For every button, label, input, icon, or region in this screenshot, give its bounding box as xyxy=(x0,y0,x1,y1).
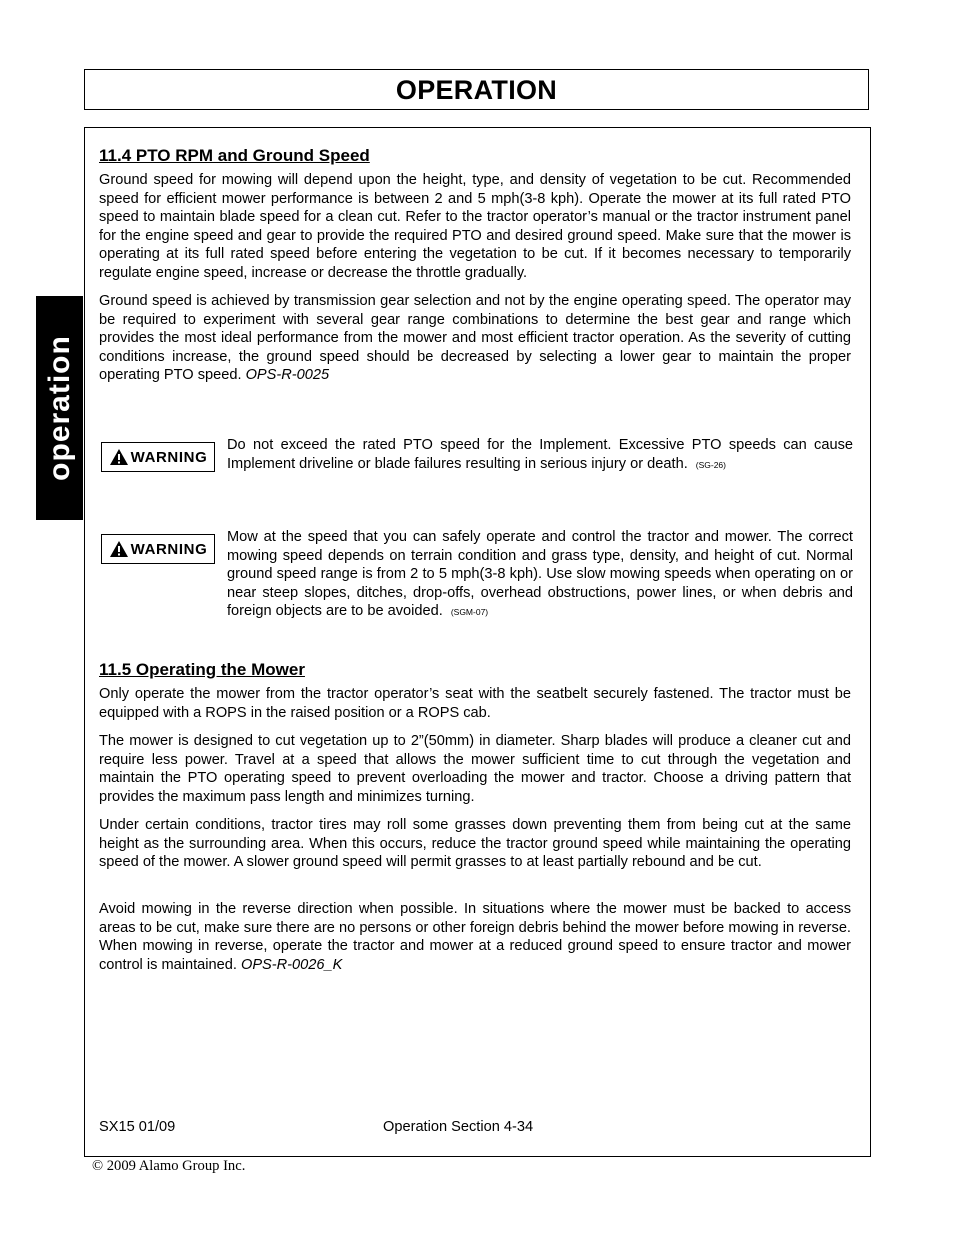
warning-code: (SG-26) xyxy=(695,459,726,470)
paragraph: The mower is designed to cut vegetation up to 2”(50mm) in diameter. Sharp blades will produce a cleaner cut and require less power. Travel at a speed that allows the mower sufficient time to cut through the vegetation and maintain the PTO operating speed to prevent overloading the mower and tractor. Choose a driving pattern that provides the maximum pass length and minimizes turning. xyxy=(99,733,851,805)
warning-label: WARNING xyxy=(130,540,208,558)
footer-model-date: SX15 01/09 xyxy=(99,1119,176,1135)
side-tab-label: operation xyxy=(42,335,76,481)
section-title-pto-rpm: 11.4 PTO RPM and Ground Speed xyxy=(99,146,370,165)
warning-text: Do not exceed the rated PTO speed for the Implement. Excessive PTO speeds can cause Implement driveline or blade failures resulting in serious injury or death. (SG-26) xyxy=(227,437,853,472)
paragraph: Ground speed for mowing will depend upon the height, type, and density of vegetation to be cut. Recommended speed for efficient mower performance is between 2 and 5 mph(3-8 kph). Operate the mower at its full rated PTO speed to maintain blade speed for a clean cut. Refer to the tractor operator’s manual or the tractor instrument panel for the engine speed and gear to provide the required PTO and desired ground speed. Make sure that the mower is operating at its full rated speed before entering the vegetation to be cut. If it becomes necessary to temporarily regulate engine speed, increase or decrease the throttle gradually. xyxy=(99,172,851,281)
paragraph: Only operate the mower from the tractor operator’s seat with the seatbelt securely fastened. The tractor must be equipped with a ROPS in the raised position or a ROPS cab. xyxy=(99,686,851,721)
paragraph: Under certain conditions, tractor tires may roll some grasses down preventing them from being cut at the same height as the surrounding area. When this occurs, reduce the tractor ground speed while maintaining the operating speed of the mower. A slower ground speed will permit grasses to at least partially rebound and be cut. xyxy=(99,817,851,871)
warning-code: (SGM-07) xyxy=(450,607,489,618)
paragraph: Avoid mowing in the reverse direction when possible. In situations where the mower must be backed to access areas to be cut, make sure there are no persons or other foreign debris behind the mower before mowing in reverse. When mowing in reverse, operate the tractor and mower at a reduced ground speed to ensure tractor and mower control is maintained. OPS-R-0026_K xyxy=(99,901,851,973)
warning-label: WARNING xyxy=(130,448,208,466)
warning-badge xyxy=(101,534,215,564)
reference-code: OPS-R-0026_K xyxy=(240,956,343,973)
section-title-operating-mower: 11.5 Operating the Mower xyxy=(99,660,305,679)
footer-page-number: Operation Section 4-34 xyxy=(383,1119,534,1135)
copyright-notice: © 2009 Alamo Group Inc. xyxy=(92,1158,246,1174)
page-header xyxy=(84,69,869,110)
warning-triangle-icon xyxy=(109,540,129,558)
paragraph: Ground speed is achieved by transmission gear selection and not by the engine operating speed. The operator may be required to experiment with several gear range combinations to determine the best gear and range which provides the most ideal performance from the mower and most efficient tractor operation. As the severity of cutting conditions increase, the ground speed should be decreased by selecting a lower gear to maintain the proper operating PTO speed. OPS-R-0025 xyxy=(99,293,851,384)
side-section-tab xyxy=(36,296,83,520)
warning-text: Mow at the speed that you can safely operate and control the tractor and mower. The correct mowing speed depends on terrain condition and grass type, density, and height of cut. Normal ground speed range is from 2 to 5 mph(3-8 kph). Use slow mowing speeds when operating on or near steep slopes, ditches, drop-offs, overhead obstructions, power lines, or when debris and foreign objects are to be avoided. (SGM-07) xyxy=(227,529,853,620)
warning-triangle-icon xyxy=(109,448,129,466)
reference-code: OPS-R-0025 xyxy=(245,367,330,384)
page-title: OPERATION xyxy=(395,75,558,105)
warning-badge xyxy=(101,442,215,472)
